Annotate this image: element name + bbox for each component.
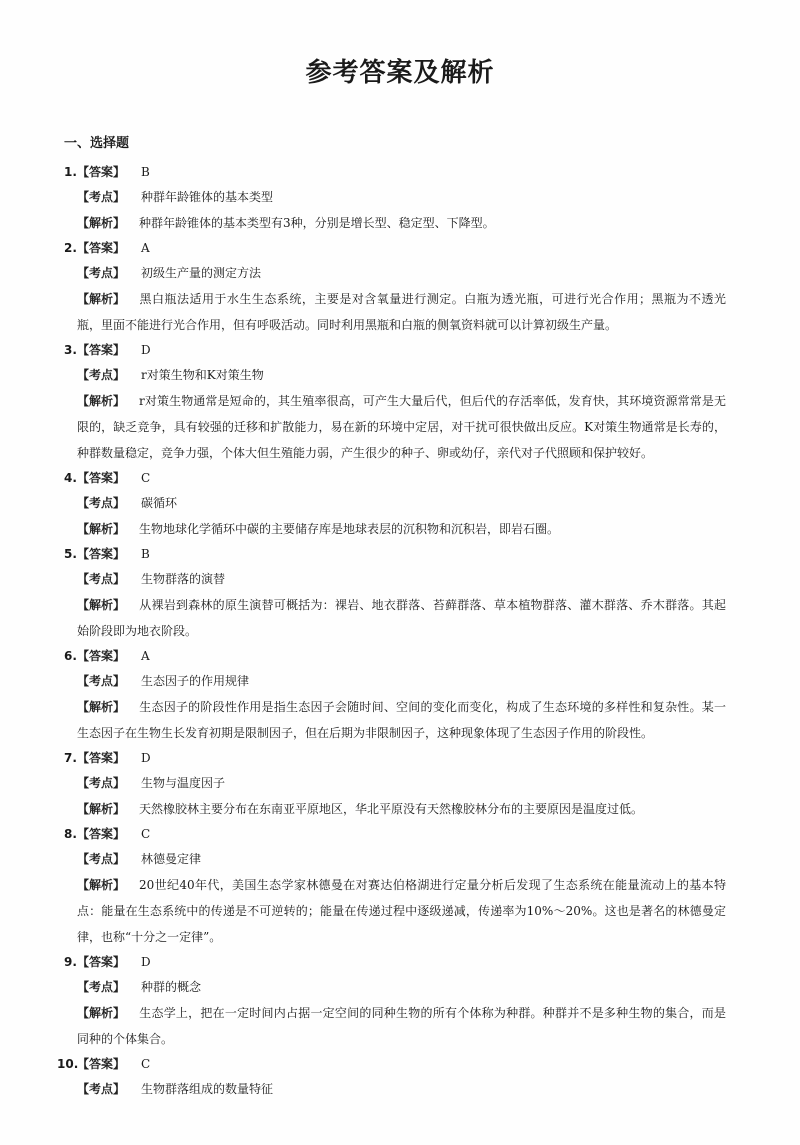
answer-line [0,466,800,491]
point-text: 林德曼定律 [141,852,202,866]
point-line [0,847,800,872]
question-number: 1. [64,165,77,179]
point-line [0,261,800,286]
point-line [0,1077,800,1102]
question-number: 3. [64,343,77,357]
point-text: 生物与温度因子 [141,776,226,790]
point-label: 【考点】 [77,266,126,280]
question-number: 4. [64,471,77,485]
analysis-text: 生态学上，把在一定时间内占据一定空间的同种生物的所有个体称为种群。种群并不是多种生物的集合，而是同种的个体集合。 [77,1006,726,1046]
answer-line [0,236,800,261]
analysis-text: 生物地球化学循环中碳的主要储存库是地球表层的沉积物和沉积岩，即岩石圈。 [139,522,560,536]
answer-label: 【答案】 [77,751,126,765]
answer-label: 【答案】 [77,241,126,255]
point-line [0,363,800,388]
question-number: 8. [64,827,77,841]
question-item [0,338,800,466]
point-line [0,185,800,210]
point-text: 碳循环 [141,496,178,510]
analysis-paragraph [0,210,726,236]
answer-value: A [141,649,150,663]
question-number: 6. [64,649,77,663]
question-item [0,746,800,822]
point-text: 生态因子的作用规律 [141,674,250,688]
analysis-paragraph [0,796,726,822]
analysis-label: 【解析】 [77,878,126,892]
answer-value: C [141,1057,151,1071]
question-item [0,236,800,338]
analysis-text: 种群年龄锥体的基本类型有3种，分别是增长型、稳定型、下降型。 [139,216,495,230]
answer-value: D [141,343,151,357]
point-label: 【考点】 [77,1082,126,1096]
point-text: 生物群落组成的数量特征 [141,1082,274,1096]
answer-line [0,746,800,771]
analysis-label: 【解析】 [77,522,126,536]
question-number: 9. [64,955,77,969]
point-label: 【考点】 [77,980,126,994]
answer-label: 【答案】 [77,547,126,561]
analysis-label: 【解析】 [77,292,126,306]
point-text: 种群的概念 [141,980,202,994]
answer-label: 【答案】 [77,471,126,485]
point-text: 初级生产量的测定方法 [141,266,262,280]
point-label: 【考点】 [77,190,126,204]
question-item [0,644,800,746]
question-number: 7. [64,751,77,765]
analysis-text: 20世纪40年代，美国生态学家林德曼在对赛达伯格湖进行定量分析后发现了生态系统在能量流动上的基本特点：能量在生态系统中的传递是不可逆转的；能量在传递过程中逐级递减，传递率为10%～20%。这也是著名的林德曼定律，也称“十分之一定律”。 [77,878,726,944]
analysis-text: r对策生物通常是短命的，其生殖率很高，可产生大量后代，但后代的存活率低，发育快，其环境资源常常是无限的，缺乏竞争，具有较强的迁移和扩散能力，易在新的环境中定居，对干扰可很快做出反应。K对策生物通常是长寿的，种群数量稳定，竞争力强，个体大但生殖能力弱，产生很少的种子、卵或幼仔，亲代对子代照顾和保护较好。 [77,394,726,460]
question-item [0,822,800,950]
point-line [0,491,800,516]
analysis-label: 【解析】 [77,802,126,816]
point-line [0,771,800,796]
question-number: 2. [64,241,77,255]
analysis-paragraph [0,516,726,542]
analysis-label: 【解析】 [77,216,126,230]
answer-value: D [141,955,151,969]
question-number: 10. [57,1057,79,1071]
analysis-paragraph [0,1000,726,1052]
answer-label: 【答案】 [77,165,126,179]
question-number: 5. [64,547,77,561]
analysis-paragraph [0,286,726,338]
answer-line [0,338,800,363]
question-item [0,1052,800,1102]
point-line [0,567,800,592]
answer-line [0,950,800,975]
answer-label: 【答案】 [77,343,126,357]
analysis-text: 黑白瓶法适用于水生生态系统，主要是对含氧量进行测定。白瓶为透光瓶，可进行光合作用；黑瓶为不透光瓶，里面不能进行光合作用，但有呼吸活动。同时利用黑瓶和白瓶的侧氧资料就可以计算初级生产量。 [77,292,726,332]
analysis-paragraph [0,694,726,746]
point-label: 【考点】 [77,496,126,510]
point-label: 【考点】 [77,368,126,382]
analysis-label: 【解析】 [77,394,126,408]
answer-value: C [141,827,151,841]
point-label: 【考点】 [77,776,126,790]
answer-line [0,1052,800,1077]
point-text: 生物群落的演替 [141,572,226,586]
answer-line [0,160,800,185]
question-item [0,542,800,644]
answer-line [0,822,800,847]
point-label: 【考点】 [77,674,126,688]
analysis-paragraph [0,592,726,644]
answer-line [0,644,800,669]
point-text: 种群年龄锥体的基本类型 [141,190,274,204]
analysis-text: 从裸岩到森林的原生演替可概括为：裸岩、地衣群落、苔藓群落、草本植物群落、灌木群落、乔木群落。其起始阶段即为地衣阶段。 [77,598,726,638]
answer-list [0,150,800,1102]
analysis-label: 【解析】 [77,598,126,612]
point-label: 【考点】 [77,572,126,586]
analysis-paragraph [0,872,726,950]
point-label: 【考点】 [77,852,126,866]
section-heading: 一、选择题 [64,136,130,151]
point-line [0,669,800,694]
answer-value: B [141,165,150,179]
point-line [0,975,800,1000]
analysis-paragraph [0,388,726,466]
question-item [0,466,800,542]
analysis-text: 生态因子的阶段性作用是指生态因子会随时间、空间的变化而变化，构成了生态环境的多样性和复杂性。某一生态因子在生物生长发育初期是限制因子，但在后期为非限制因子，这种现象体现了生态因子作用的阶段性。 [77,700,726,740]
answer-label: 【答案】 [77,827,126,841]
question-item [0,160,800,236]
answer-value: D [141,751,151,765]
analysis-label: 【解析】 [77,1006,126,1020]
answer-label: 【答案】 [77,1057,126,1071]
analysis-label: 【解析】 [77,700,126,714]
answer-value: C [141,471,151,485]
question-item [0,950,800,1052]
answer-value: A [141,241,150,255]
page-title: 参考答案及解析 [305,58,495,88]
answer-line [0,542,800,567]
analysis-text: 天然橡胶林主要分布在东南亚平原地区，华北平原没有天然橡胶林分布的主要原因是温度过低。 [139,802,644,816]
answer-label: 【答案】 [77,955,126,969]
point-text: r对策生物和K对策生物 [141,368,264,382]
answer-value: B [141,547,150,561]
answer-label: 【答案】 [77,649,126,663]
